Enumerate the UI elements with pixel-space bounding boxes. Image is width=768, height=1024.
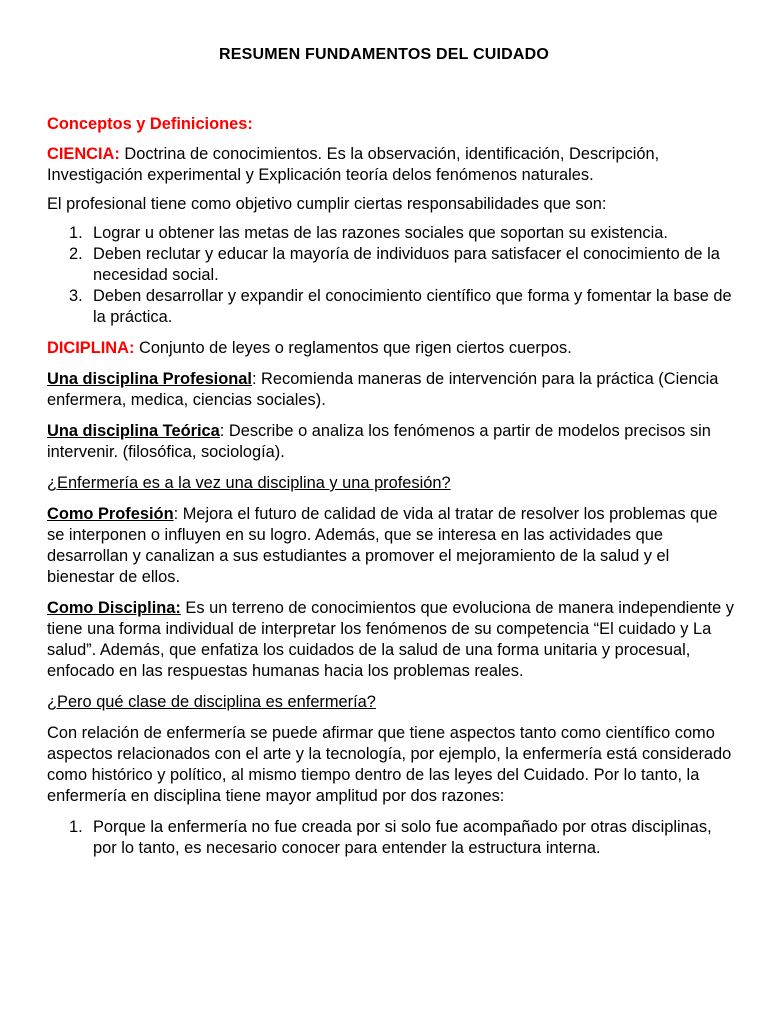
document-body [47,114,737,869]
list-number: 3. [69,287,83,305]
section-heading: Conceptos y Definiciones: [47,115,253,133]
question-1: ¿Enfermería es a la vez una disciplina y una profesión? [47,474,451,492]
ciencia-text: Doctrina de conocimientos. Es la observación, identificación, Descripción, Investigación experimental y Explicación teoría delos fenómenos naturales. [47,145,660,184]
disciplina-teorica-text: : Describe o analiza los fenómenos a partir de modelos precisos sin intervenir. (filosófica, sociología). [47,422,711,461]
list-text: Porque la enfermería no fue creada por si solo fue acompañado por otras disciplinas, por lo tanto, es necesario conocer para entender la estructura interna. [93,818,712,857]
question-2: ¿Pero qué clase de disciplina es enfermería? [47,693,376,711]
profesional-intro: El profesional tiene como objetivo cumplir ciertas responsabilidades que son: [47,195,607,213]
list-text: Deben reclutar y educar la mayoría de individuos para satisfacer el conocimiento de la necesidad social. [93,245,720,284]
diciplina-text: Conjunto de leyes o reglamentos que rigen ciertos cuerpos. [134,339,572,357]
como-disciplina-term: Como Disciplina: [47,599,181,617]
relacion-paragraph: Con relación de enfermería se puede afirmar que tiene aspectos tanto como científico como aspectos relacionados con el arte y la tecnología, por ejemplo, la enfermería está considerado como histórico y político, al mismo tiempo dentro de las leyes del Cuidado. Por lo tanto, la enfermería en disciplina tiene mayor amplitud por dos razones: [47,724,732,805]
list-text: Lograr u obtener las metas de las razones sociales que soportan su existencia. [93,224,668,242]
diciplina-paragraph [47,338,737,359]
list-item [47,223,737,244]
list-item [47,244,737,286]
como-profesion-paragraph [47,504,737,588]
como-disciplina-text: Es un terreno de conocimientos que evoluciona de manera independiente y tiene una forma individual de interpretar los fenómenos de su competencia “El cuidado y La salud”. Además, que enfatiza los cuidados de la salud de una forma unitaria y procesual, enfocado en las respuestas humanas hacia los problemas reales. [47,599,734,680]
disciplina-teorica-paragraph [47,421,737,463]
list-item [47,286,737,328]
list-text: Deben desarrollar y expandir el conocimiento científico que forma y fomentar la base de la práctica. [93,287,732,326]
list-number: 2. [69,245,83,263]
responsabilidades-list [47,223,737,328]
list-number: 1. [69,818,83,836]
disciplina-teorica-term: Una disciplina Teórica [47,422,220,440]
razones-list [47,817,737,859]
diciplina-term: DICIPLINA: [47,339,135,357]
disciplina-profesional-text: : Recomienda maneras de intervención para la práctica (Ciencia enfermera, medica, ciencias sociales). [47,370,719,409]
como-profesion-term: Como Profesión [47,505,174,523]
ciencia-paragraph [47,144,737,186]
ciencia-term: CIENCIA: [47,145,120,163]
como-profesion-text: : Mejora el futuro de calidad de vida al tratar de resolver los problemas que se interponen o influyen en su logro. Además, que se interesa en las actividades que desarrollan y canalizan a sus estudiantes a promover el mejoramiento de la salud y el bienestar de ellos. [47,505,718,586]
como-disciplina-paragraph [47,598,737,682]
list-item [47,817,737,859]
disciplina-profesional-paragraph [47,369,737,411]
list-number: 1. [69,224,83,242]
page-title: RESUMEN FUNDAMENTOS DEL CUIDADO [218,46,550,63]
disciplina-profesional-term: Una disciplina Profesional [47,370,252,388]
